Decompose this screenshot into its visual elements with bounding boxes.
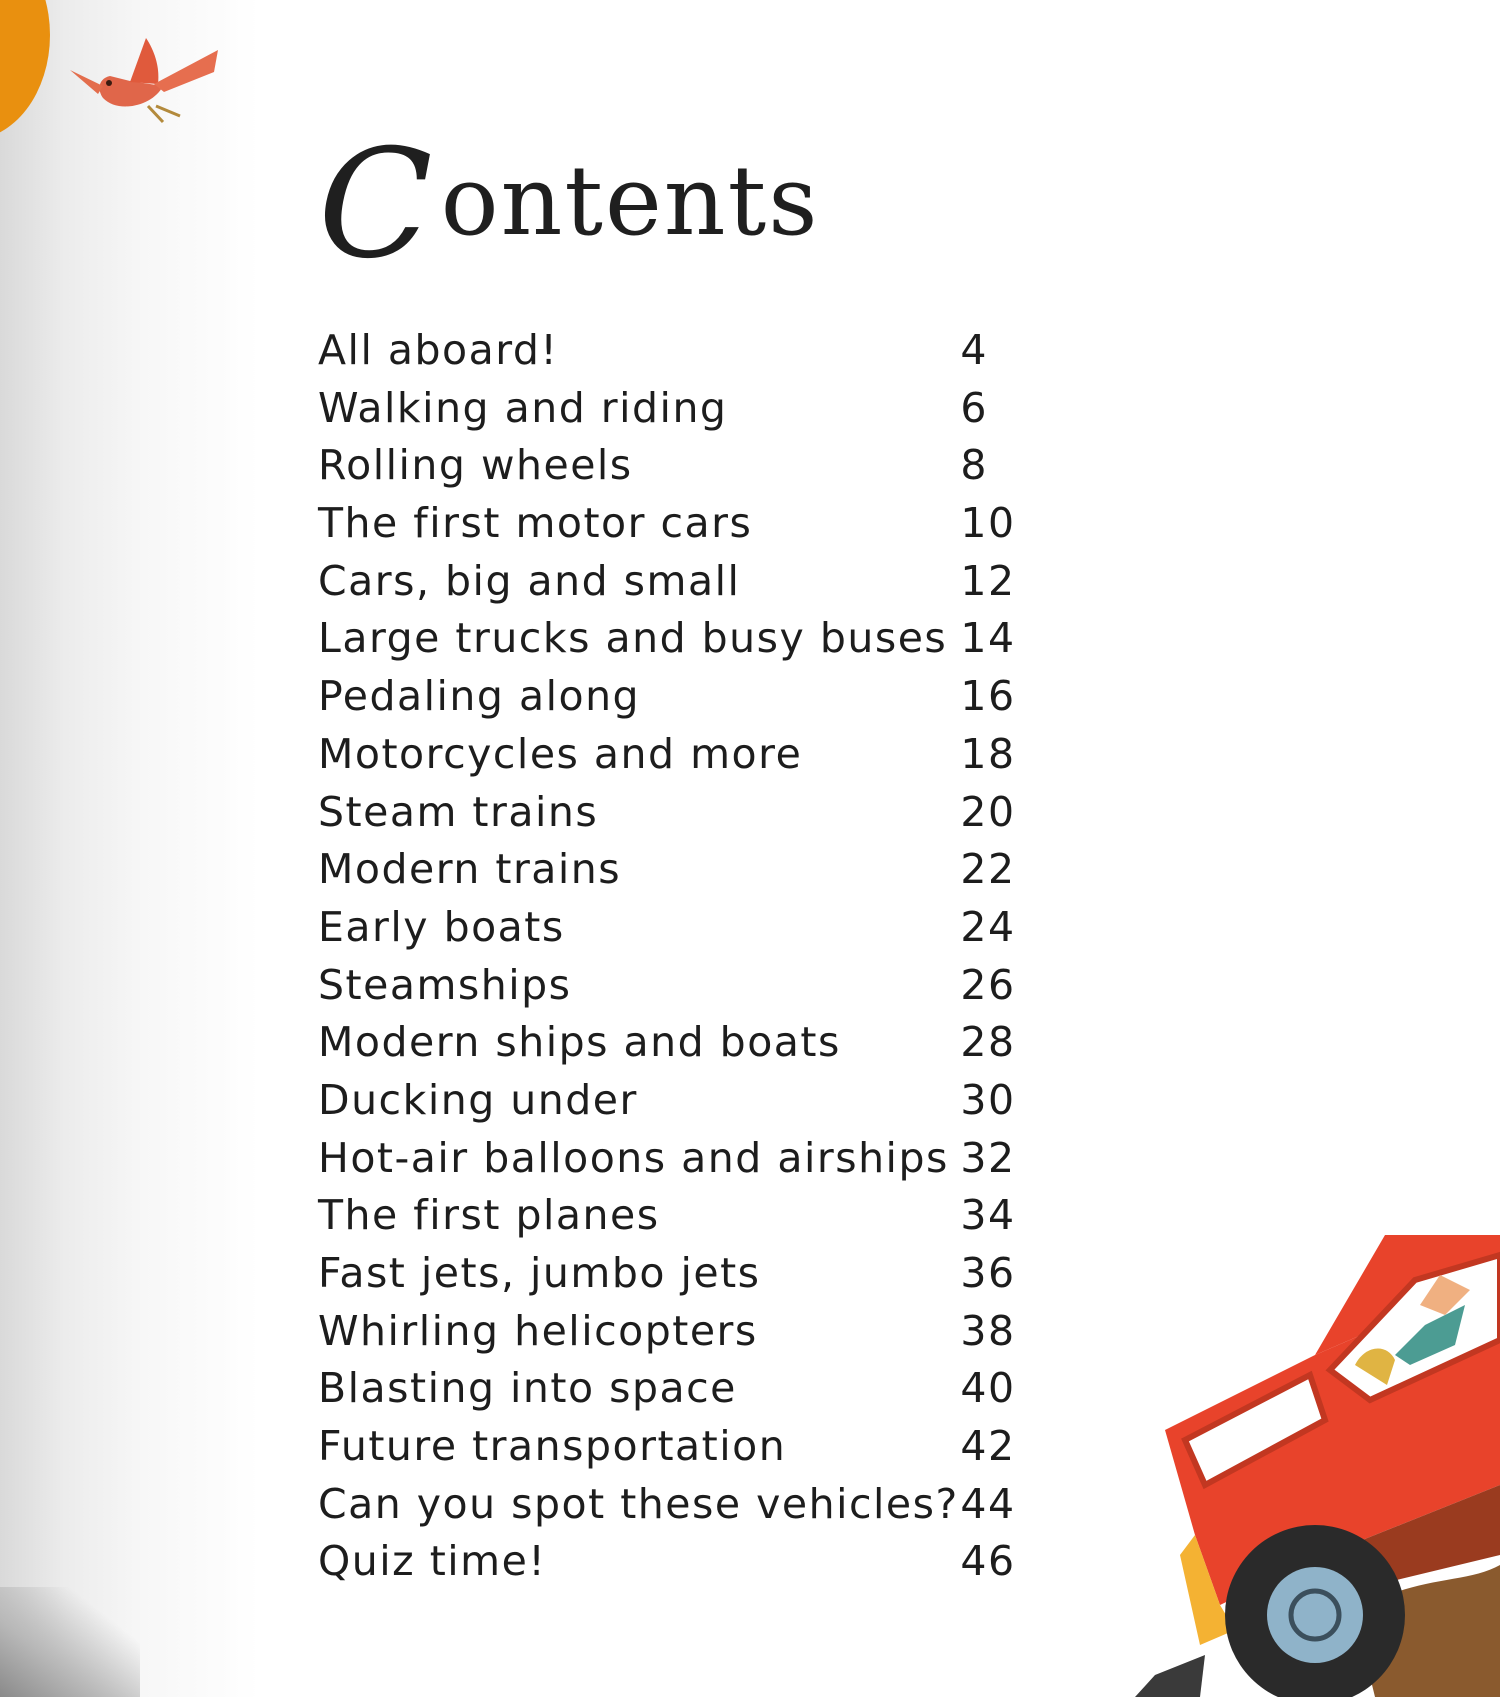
toc-entry <box>318 1076 1038 1134</box>
toc-entry-title: All aboard! <box>318 326 559 374</box>
toc-entry-title: Hot-air balloons and airships <box>318 1133 949 1182</box>
toc-entry-title: Early boats <box>318 902 565 951</box>
toc-entry <box>318 1018 1038 1076</box>
toc-entry-page-number: 18 <box>960 729 1016 778</box>
toc-entry-page-number: 6 <box>960 383 988 432</box>
toc-entry <box>318 384 1038 442</box>
toc-entry-page-number: 4 <box>960 326 988 374</box>
toc-entry-title: Modern trains <box>318 845 622 894</box>
toc-entry-title: Steamships <box>318 960 572 1009</box>
toc-entry-title: Walking and riding <box>318 383 728 432</box>
toc-entry-title: Pedaling along <box>318 672 641 721</box>
toc-entry-page-number: 8 <box>960 441 988 490</box>
toc-entry-title: The first motor cars <box>318 499 753 548</box>
toc-entry <box>318 1537 1038 1595</box>
toc-entry-page-number: 30 <box>960 1075 1016 1124</box>
toc-entry-title: Ducking under <box>318 1075 638 1124</box>
toc-entry-page-number: 24 <box>960 902 1016 951</box>
toc-entry-title: Steam trains <box>318 787 599 836</box>
toc-entry-title: Whirling helicopters <box>318 1306 758 1355</box>
toc-entry <box>318 961 1038 1019</box>
toc-entry-page-number: 32 <box>960 1133 1016 1182</box>
page-gutter-shadow <box>0 0 260 1697</box>
toc-entry-page-number: 34 <box>960 1191 1016 1240</box>
toc-entry <box>318 845 1038 903</box>
toc-entry <box>318 1480 1038 1538</box>
page-corner-shadow <box>0 1587 140 1697</box>
toc-entry <box>318 614 1038 672</box>
toc-entry-page-number: 28 <box>960 1018 1016 1067</box>
bird-icon <box>68 26 228 126</box>
toc-entry <box>318 1307 1038 1365</box>
table-of-contents <box>318 326 1038 1595</box>
toc-entry-title: Rolling wheels <box>318 441 633 490</box>
toc-entry-page-number: 12 <box>960 556 1016 605</box>
toc-entry-page-number: 38 <box>960 1306 1016 1355</box>
toc-entry-page-number: 44 <box>960 1479 1016 1528</box>
toc-entry <box>318 1422 1038 1480</box>
toc-entry-title: Large trucks and busy buses <box>318 614 948 663</box>
toc-entry-title: Blasting into space <box>318 1364 737 1413</box>
toc-entry <box>318 672 1038 730</box>
toc-entry-page-number: 16 <box>960 672 1016 721</box>
toc-entry-page-number: 46 <box>960 1537 1016 1586</box>
toc-entry <box>318 788 1038 846</box>
toc-entry <box>318 1364 1038 1422</box>
toc-entry <box>318 730 1038 788</box>
toc-entry <box>318 1249 1038 1307</box>
toc-entry-page-number: 14 <box>960 614 1016 663</box>
toc-entry-page-number: 10 <box>960 499 1016 548</box>
toc-entry-page-number: 40 <box>960 1364 1016 1413</box>
monster-truck-icon <box>1125 1235 1500 1697</box>
toc-entry-page-number: 42 <box>960 1422 1016 1471</box>
toc-entry-title: Quiz time! <box>318 1537 547 1586</box>
toc-entry <box>318 1134 1038 1192</box>
toc-entry <box>318 499 1038 557</box>
toc-entry-page-number: 20 <box>960 787 1016 836</box>
page-title <box>318 118 820 292</box>
toc-entry-title: Modern ships and boats <box>318 1018 841 1067</box>
toc-entry-page-number: 22 <box>960 845 1016 894</box>
toc-entry <box>318 557 1038 615</box>
title-rest: ontents <box>440 145 820 257</box>
toc-entry <box>318 903 1038 961</box>
toc-entry-title: Motorcycles and more <box>318 729 803 778</box>
title-initial-letter: C <box>318 118 435 292</box>
toc-entry-page-number: 26 <box>960 960 1016 1009</box>
toc-entry-title: Fast jets, jumbo jets <box>318 1249 761 1297</box>
toc-entry-page-number: 36 <box>960 1249 1016 1297</box>
toc-entry <box>318 441 1038 499</box>
toc-entry-title: The first planes <box>318 1191 660 1240</box>
toc-entry-title: Future transportation <box>318 1422 787 1471</box>
toc-entry <box>318 1191 1038 1249</box>
toc-entry <box>318 326 1038 384</box>
toc-entry-title: Can you spot these vehicles? <box>318 1479 959 1528</box>
toc-entry-title: Cars, big and small <box>318 556 741 605</box>
